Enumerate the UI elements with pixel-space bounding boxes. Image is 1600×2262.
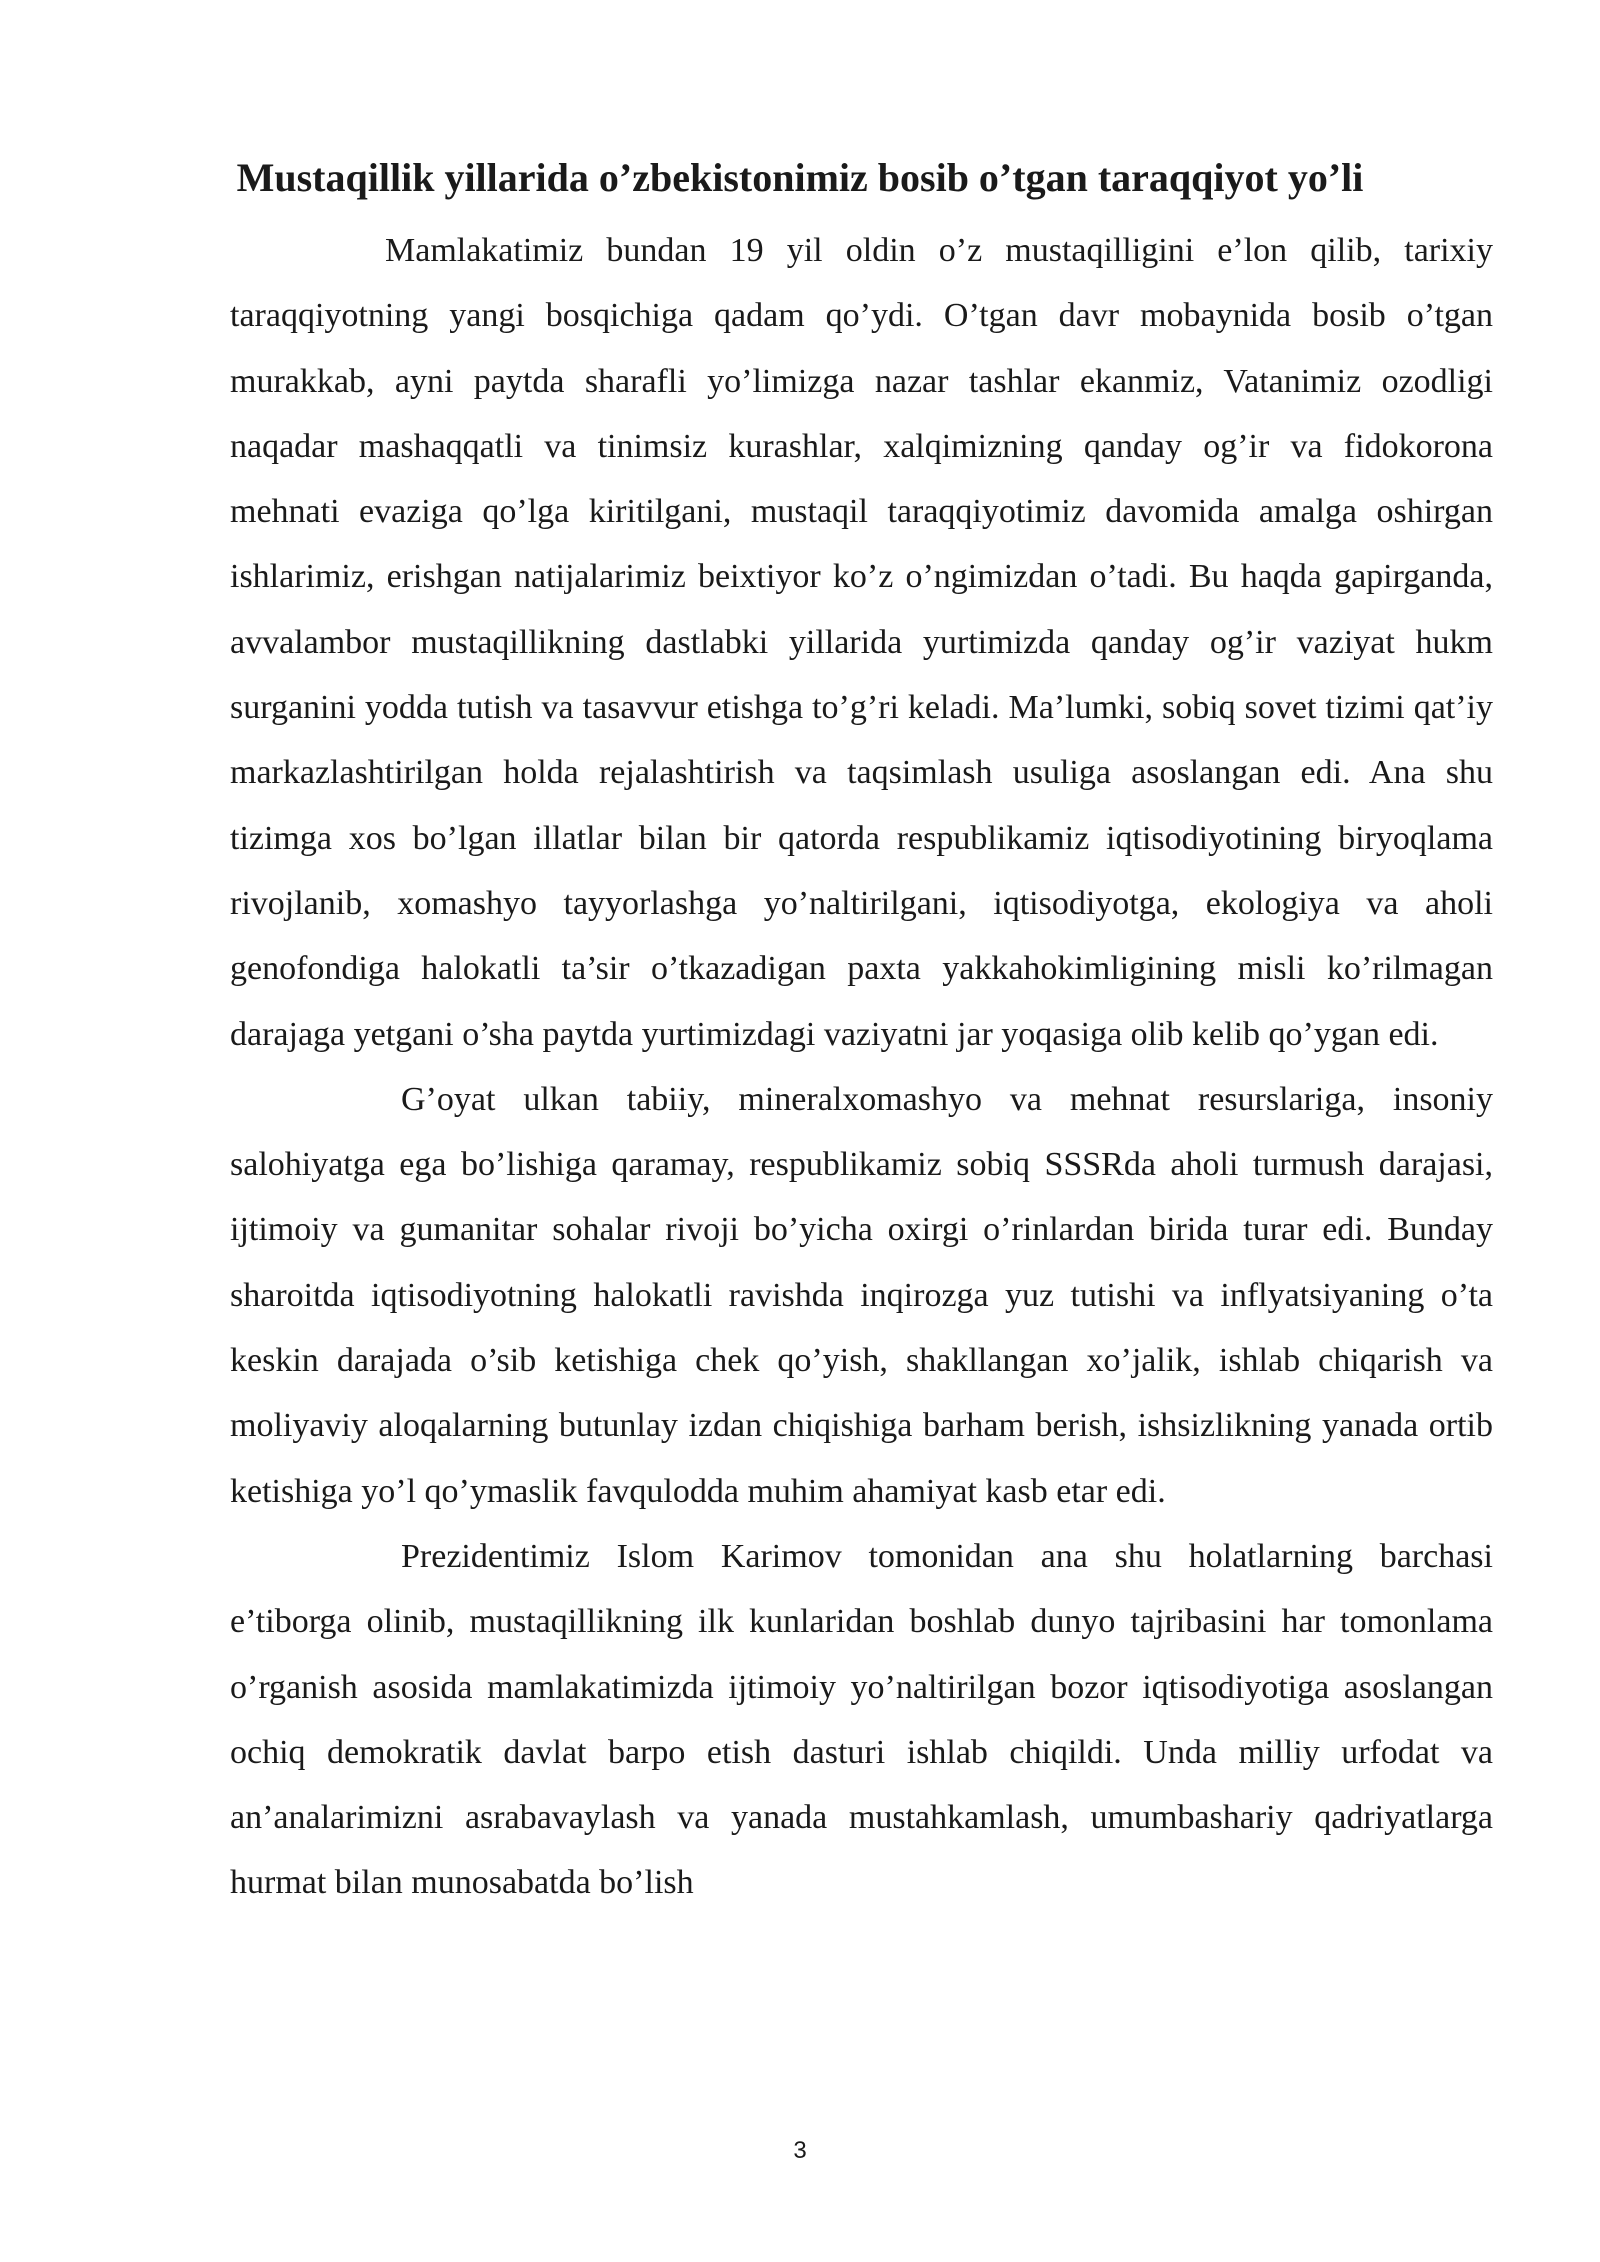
paragraph-1: Mamlakatimiz bundan 19 yil oldin o’z mustaqilligini e’lon qilib, tarixiy taraqqiyotning yangi bosqichiga qadam qo’ydi. O’tgan davr mobaynida bosib o’tgan murakkab, ayni paytda sharafli yo’limizga nazar tashlar ekanmiz, Vatanimiz ozodligi naqadar mashaqqatli va tinimsiz kurashlar, xalqimizning qanday og’ir va fidokorona mehnati evaziga qo’lga kiritilgani, mustaqil taraqqiyotimiz davomida amalga oshirgan ishlarimiz, erishgan natijalarimiz beixtiyor ko’z o’ngimizdan o’tadi. Bu haqda gapirganda, avvalambor mustaqillikning dastlabki yillarida yurtimizda qanday og’ir vaziyat hukm surganini yodda tutish va tasavvur etishga to’g’ri keladi. Ma’lumki, sobiq sovet tizimi qat’iy markazlashtirilgan holda rejalashtirish va taqsimlash usuliga asoslangan edi. Ana shu tizimga xos bo’lgan illatlar bilan bir qatorda respublikamiz iqtisodiyotining biryoqlama rivojlanib, xomashyo tayyorlashga yo’naltirilgani, iqtisodiyotga, ekologiya va aholi genofondiga halokatli ta’sir o’tkazadigan paxta yakkahokimligining misli ko’rilmagan darajaga yetgani o’sha paytda yurtimizdagi vaziyatni jar yoqasiga olib kelib qo’ygan edi.: [230, 232, 1493, 1053]
document-title: Mustaqillik yillarida o’zbekistonimiz bosib o’tgan taraqqiyot yo’li: [236, 155, 1364, 200]
document-body: [230, 218, 1493, 1916]
paragraph-2: G’oyat ulkan tabiiy, mineralxomashyo va mehnat resurslariga, insoniy salohiyatga ega bo’lishiga qaramay, respublikamiz sobiq SSSRda aholi turmush darajasi, ijtimoiy va gumanitar sohalar rivoji bo’yicha oxirgi o’rinlardan birida turar edi. Bunday sharoitda iqtisodiyotning halokatli ravishda inqirozga yuz tutishi va inflyatsiyaning o’ta keskin darajada o’sib ketishiga chek qo’yish, shakllangan xo’jalik, ishlab chiqarish va moliyaviy aloqalarning butunlay izdan chiqishiga barham berish, ishsizlikning yanada ortib ketishiga yo’l qo’ymaslik favqulodda muhim ahamiyat kasb etar edi.: [230, 1080, 1493, 1510]
paragraph-3: Prezidentimiz Islom Karimov tomonidan ana shu holatlarning barchasi e’tiborga olinib, mustaqillikning ilk kunlaridan boshlab dunyo tajribasini har tomonlama o’rganish asosida mamlakatimizda ijtimoiy yo’naltirilgan bozor iqtisodiyotiga asoslangan ochiq demokratik davlat barpo etish dasturi ishlab chiqildi. Unda milliy urfodat va an’analarimizni asrabavaylash va yanada mustahkamlash, umumbashariy qadriyatlarga hurmat bilan munosabatda bo’lish: [230, 1537, 1493, 1902]
page-number: 3: [793, 2137, 807, 2164]
